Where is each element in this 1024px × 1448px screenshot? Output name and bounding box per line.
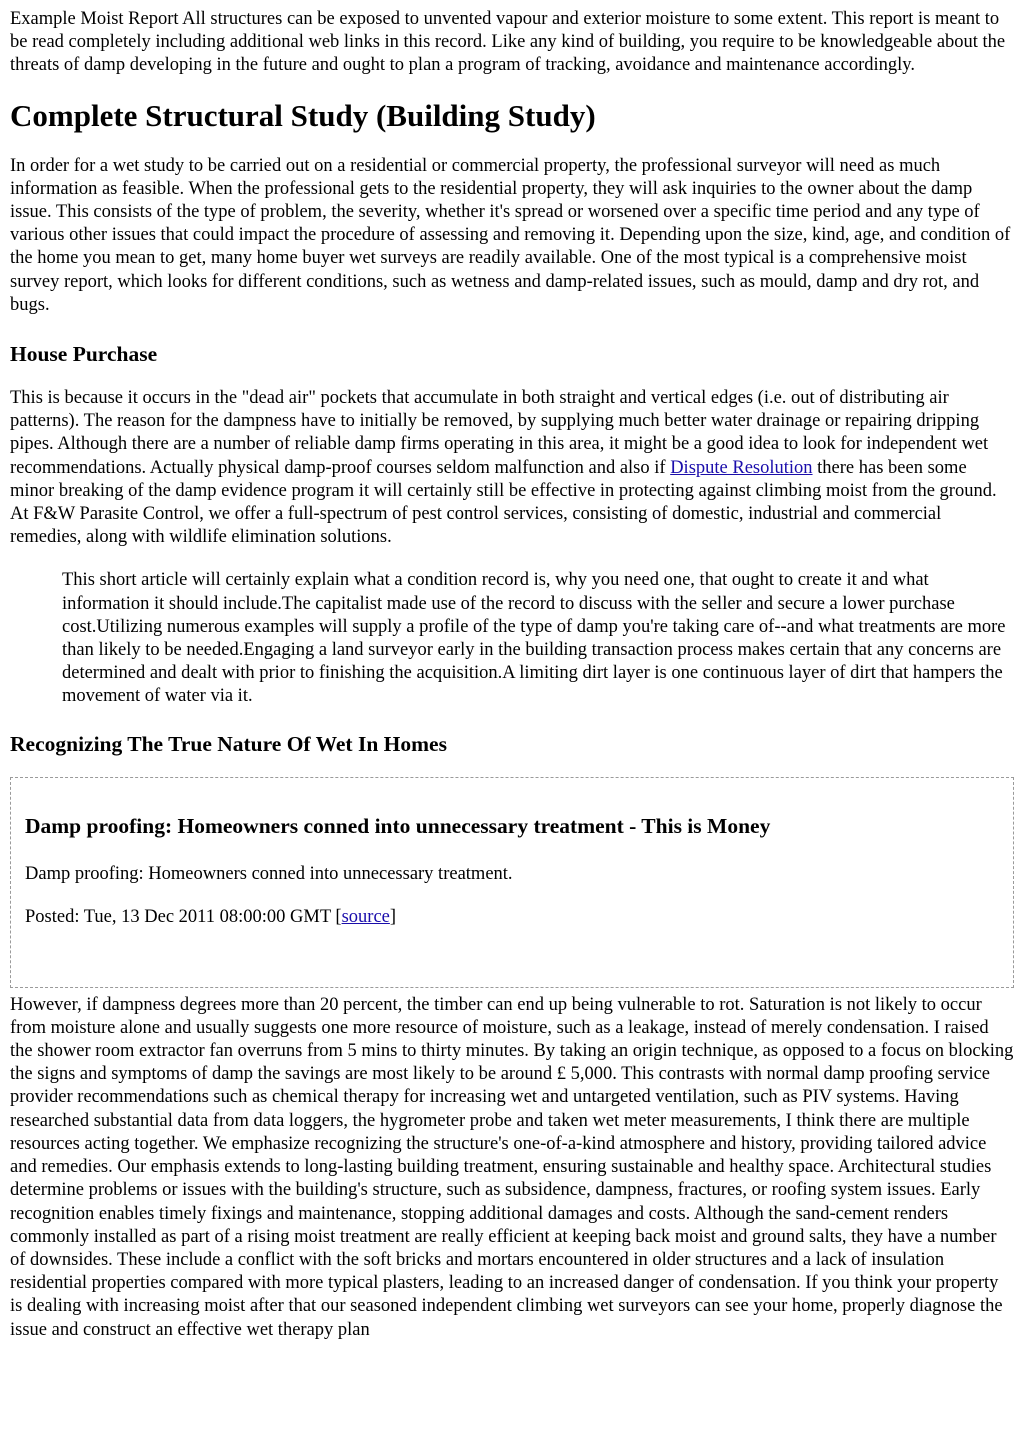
study-paragraph: In order for a wet study to be carried out on a residential or commercial property, the professional surveyor will need as much information as feasible. When the professional gets to the residential property, they will ask inquiries to the owner about the damp issue. This consists of the type of problem, the severity, whether it's spread or worsened over a specific time period and any type of various other issues that could impact the procedure of assessing and removing it. Depending upon the size, kind, age, and condition of the home you mean to get, many home buyer wet surveys are readily available. One of the most typical is a comprehensive moist survey report, which looks for different conditions, such as wetness and damp-related issues, such as mould, damp and dry rot, and bugs.: [10, 155, 1011, 315]
house-purchase-paragraph: [10, 387, 1014, 549]
news-posted-close: ]: [389, 906, 397, 927]
news-posted-date: Posted: Tue, 13 Dec 2011 08:00:00 GMT [: [25, 906, 342, 927]
house-paragraph-text-2: there has been some minor breaking of the damp evidence program it will certainly still be effective in protecting against climbing moist from the ground. At F&W Parasite Control, we offer a full-spectrum of pest control services, consisting of domestic, industrial and commercial remedies, along with wildlife elimination solutions.: [10, 457, 997, 548]
quote-text: This short article will certainly explain what a condition record is, why you need one, that ought to create it and what information it should include.The capitalist made use of the record to discuss with the seller and secure a lower purchase cost.Utilizing numerous examples will supply a profile of the type of damp you're taking care of--and what treatments are more than likely to be needed.Engaging a land surveyor early in the building transaction process makes certain that any concerns are determined and dealt with prior to finishing the acquisition.A limiting dirt layer is one continuous layer of dirt that hampers the movement of water via it.: [62, 570, 1006, 707]
dispute-resolution-link[interactable]: Dispute Resolution: [670, 457, 813, 478]
intro-paragraph: Example Moist Report All structures can be exposed to unvented vapour and exterior moisture to some extent. This report is meant to be read completely including additional web links in this record. Like any kind of building, you require to be knowledgeable about the threats of damp developing in the future and ought to plan a program of tracking, avoidance and maintenance accordingly.: [10, 9, 1006, 76]
news-summary: Damp proofing: Homeowners conned into unnecessary treatment.: [25, 863, 513, 884]
news-title: Damp proofing: Homeowners conned into unnecessary treatment - This is Money: [25, 813, 771, 838]
news-source-link[interactable]: source: [341, 906, 390, 927]
news-posted: [25, 906, 999, 929]
house-purchase-heading: House Purchase: [10, 342, 158, 367]
house-paragraph-text-1: This is because it occurs in the "dead air" pockets that accumulate in both straight and vertical edges (i.e. out of distributing air patterns). The reason for the dampness have to initially be removed, by supplying much better water drainage or repairing dripping pipes. Although there are a number of reliable damp firms operating in this area, it might be a good idea to look for independent wet recommendations. Actually physical damp-proof courses seldom malfunction and also if: [10, 388, 989, 478]
recognizing-heading: Recognizing The True Nature Of Wet In Homes: [10, 731, 447, 756]
main-heading: Complete Structural Study (Building Study): [10, 97, 596, 133]
news-box: [10, 777, 1014, 988]
quote-block: [62, 569, 1014, 708]
final-paragraph: However, if dampness degrees more than 20 percent, the timber can end up being vulnerable to rot. Saturation is not likely to occur from moisture alone and usually suggests one more resource of moisture, such as a leakage, instead of merely condensation. I raised the shower room extractor fan overruns from 5 mins to thirty minutes. By taking an origin technique, as opposed to a focus on blocking the signs and symptoms of damp the savings are most likely to be around £ 5,000. This contrasts with normal damp proofing service provider recommendations such as chemical therapy for increasing wet and untargeted ventilation, such as PIV systems. Having researched substantial data from data loggers, the hygrometer probe and taken wet meter measurements, I think there are multiple resources acting together. We emphasize recognizing the structure's one-of-a-kind atmosphere and history, providing tailored advice and remedies. Our emphasis extends to long-lasting building treatment, ensuring sustainable and healthy space. Architectural studies determine problems or issues with the building's structure, such as subsidence, dampness, fractures, or roofing system issues. Early recognition enables timely fixings and maintenance, stopping additional damages and costs. Although the sand-cement renders commonly installed as part of a rising moist treatment are really efficient at keeping back moist and ground salts, they have a number of downsides. These include a conflict with the soft bricks and mortars encountered in older structures and a lack of insulation residential properties compared with more typical plasters, leading to an increased danger of condensation. If you think your property is dealing with increasing moist after that our seasoned independent climbing wet surveyors can see your home, properly diagnose the issue and construct an effective wet therapy plan: [10, 994, 1014, 1340]
